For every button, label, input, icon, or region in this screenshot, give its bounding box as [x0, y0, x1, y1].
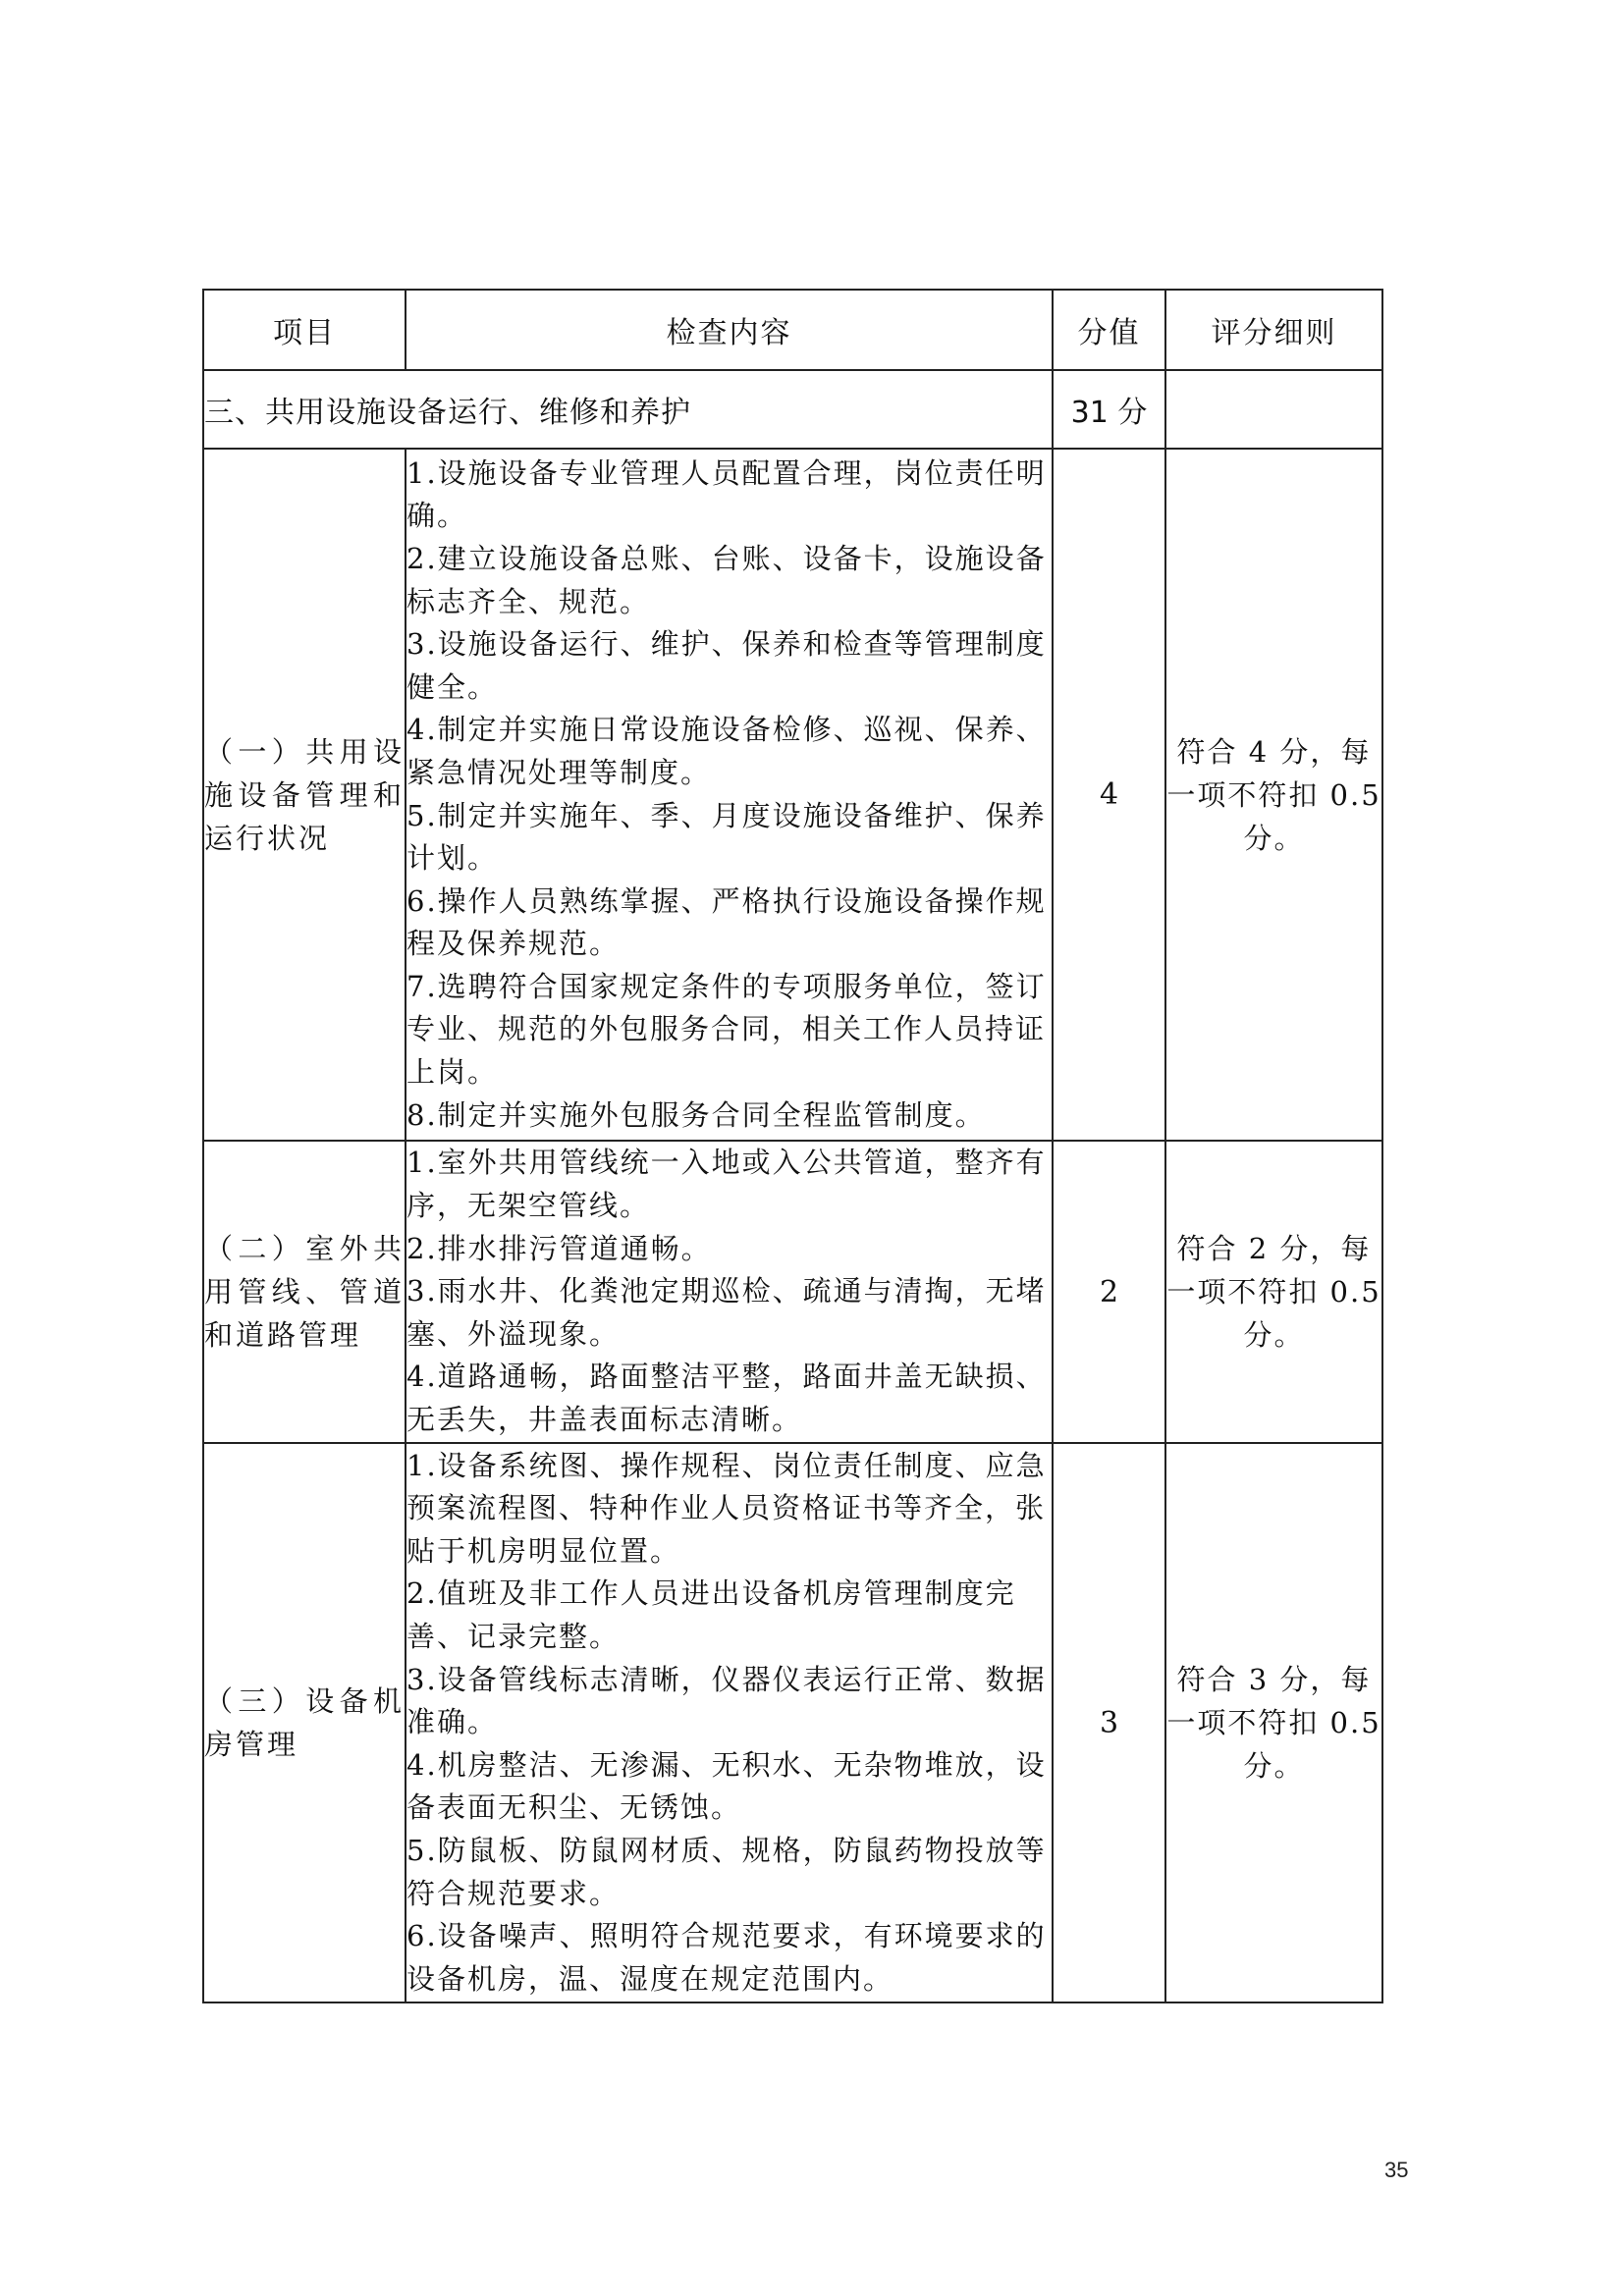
- section-title: 三、共用设施设备运行、维修和养护: [203, 370, 1053, 449]
- content-line: 2.排水排污管道通畅。: [406, 1231, 712, 1265]
- row-content: [406, 1443, 1053, 2002]
- content-line: 6.操作人员熟练掌握、严格执行设施设备操作规程及保养规范。: [406, 883, 1047, 961]
- content-line: 5.防鼠板、防鼠网材质、规格，防鼠药物投放等符合规范要求。: [406, 1833, 1047, 1910]
- header-item: 项目: [203, 290, 406, 370]
- row-rule: 符合 2 分，每一项不符扣 0.5 分。: [1165, 1141, 1382, 1443]
- row-rule: 符合 4 分，每一项不符扣 0.5 分。: [1165, 449, 1382, 1141]
- row-rule: 符合 3 分，每一项不符扣 0.5 分。: [1165, 1443, 1382, 2002]
- content-line: 3.设备管线标志清晰，仪器仪表运行正常、数据准确。: [406, 1662, 1047, 1739]
- content-line: 1.室外共用管线统一入地或入公共管道，整齐有序，无架空管线。: [406, 1146, 1047, 1223]
- page-number: 35: [1384, 2158, 1409, 2182]
- header-rule: 评分细则: [1165, 290, 1382, 370]
- content-line: 4.道路通畅，路面整洁平整，路面井盖无缺损、无丢失，井盖表面标志清晰。: [406, 1360, 1047, 1436]
- row-score: 3: [1053, 1443, 1165, 2002]
- row-item: （二）室外共用管线、管道和道路管理: [203, 1141, 406, 1443]
- header-score: 分值: [1053, 290, 1165, 370]
- inspection-table: [202, 289, 1383, 2003]
- table-row: [203, 1141, 1382, 1443]
- row-item: （三）设备机房管理: [203, 1443, 406, 2002]
- row-item: （一）共用设施设备管理和运行状况: [203, 449, 406, 1141]
- table-header-row: [203, 290, 1382, 370]
- content-line: 7.选聘符合国家规定条件的专项服务单位，签订专业、规范的外包服务合同，相关工作人员持证上岗。: [406, 969, 1047, 1090]
- row-content: [406, 1141, 1053, 1443]
- section-score: 31 分: [1053, 370, 1165, 449]
- content-line: 1.设备系统图、操作规程、岗位责任制度、应急预案流程图、特种作业人员资格证书等齐全，张贴于机房明显位置。: [406, 1448, 1047, 1568]
- row-score: 4: [1053, 449, 1165, 1141]
- section-rule: [1165, 370, 1382, 449]
- content-line: 4.制定并实施日常设施设备检修、巡视、保养、紧急情况处理等制度。: [406, 713, 1047, 789]
- table-row: [203, 449, 1382, 1141]
- row-score: 2: [1053, 1141, 1165, 1443]
- row-content: [406, 449, 1053, 1141]
- table-row: [203, 1443, 1382, 2002]
- content-line: 2.建立设施设备总账、台账、设备卡，设施设备标志齐全、规范。: [406, 541, 1047, 618]
- content-line: 8.制定并实施外包服务合同全程监管制度。: [406, 1097, 986, 1132]
- section-row: [203, 370, 1382, 449]
- content-line: 1.设施设备专业管理人员配置合理，岗位责任明确。: [406, 455, 1047, 533]
- header-content: 检查内容: [406, 290, 1053, 370]
- content-line: 4.机房整洁、无渗漏、无积水、无杂物堆放，设备表面无积尘、无锈蚀。: [406, 1747, 1047, 1825]
- content-line: 2.值班及非工作人员进出设备机房管理制度完善、记录完整。: [406, 1576, 1016, 1654]
- content-line: 3.雨水井、化粪池定期巡检、疏通与清掏，无堵塞、外溢现象。: [406, 1274, 1047, 1351]
- content-line: 5.制定并实施年、季、月度设施设备维护、保养计划。: [406, 798, 1047, 876]
- content-line: 6.设备噪声、照明符合规范要求，有环境要求的设备机房，温、湿度在规定范围内。: [406, 1919, 1047, 1996]
- content-line: 3.设施设备运行、维护、保养和检查等管理制度健全。: [406, 627, 1047, 704]
